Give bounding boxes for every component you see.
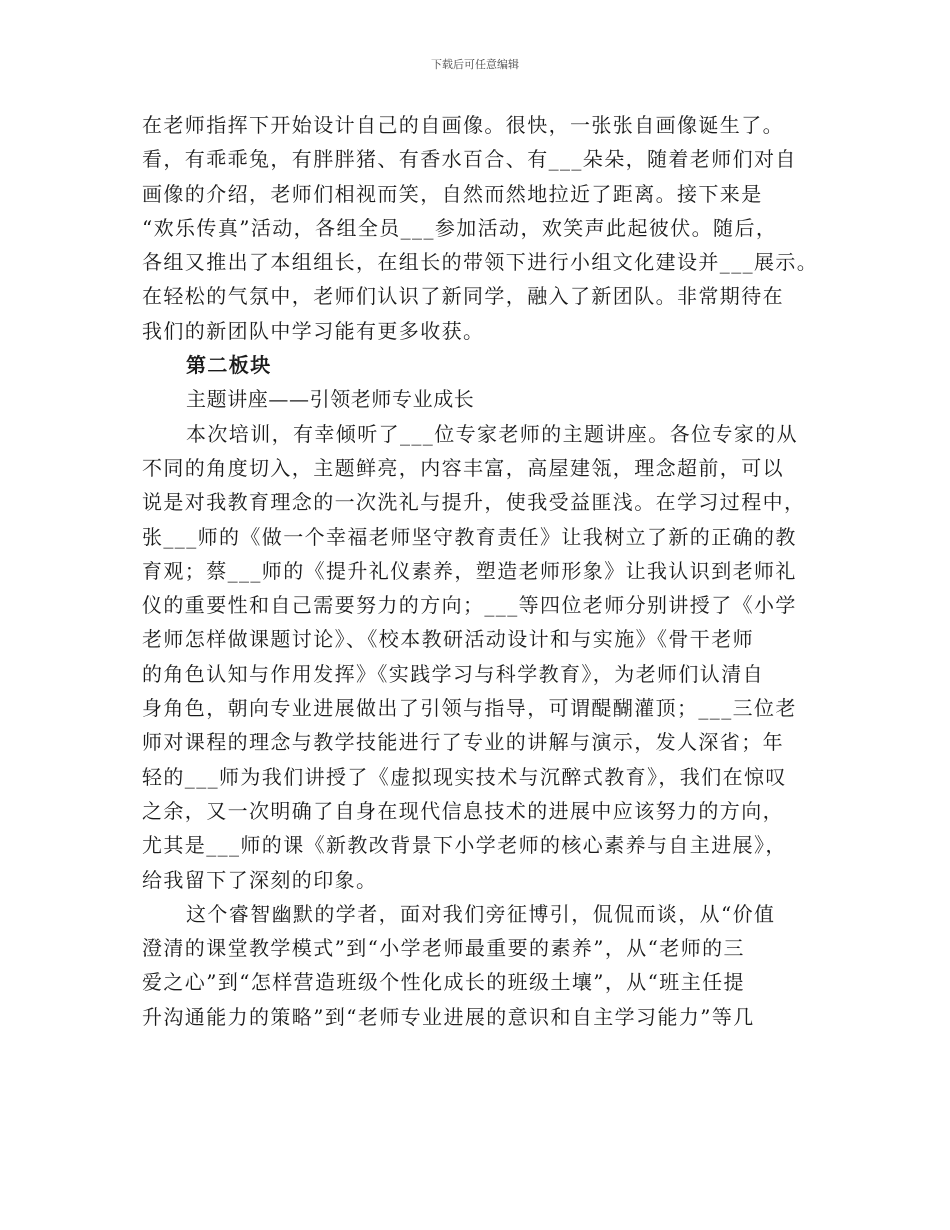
text-line: 不同的角度切入，主题鲜亮，内容丰富，高屋建瓴，理念超前，可以	[142, 455, 784, 480]
section-heading: 第二板块	[186, 353, 272, 378]
text-line: 升沟通能力的策略”到“老师专业进展的意识和自主学习能力”等几	[142, 1004, 755, 1029]
text-line: 轻的___师为我们讲授了《虚拟现实技术与沉醉式教育》，我们在惊叹	[142, 764, 787, 789]
page-header: 下载后可任意编辑	[431, 58, 519, 71]
text-line: 的角色认知与作用发挥》《实践学习与科学教育》，为老师们认清自	[142, 661, 764, 686]
text-line: 尤其是___师的课《新教改背景下小学老师的核心素养与自主进展》，	[142, 833, 787, 858]
text-line: 说是对我教育理念的一次洗礼与提升，使我受益匪浅。在学习过程中，	[142, 490, 806, 515]
paragraph-start-line: 本次培训，有幸倾听了___位专家老师的主题讲座。各位专家的从	[186, 421, 798, 446]
text-line: 看，有乖乖兔，有胖胖猪、有香水百合、有___朵朵，随着老师们对自	[142, 147, 797, 172]
text-line: 爱之心”到“怎样营造班级个性化成长的班级土壤”，从“班主任提	[142, 970, 745, 995]
text-line: 给我留下了深刻的印象。	[142, 867, 378, 892]
text-line: 我们的新团队中学习能有更多收获。	[142, 318, 485, 343]
text-line: 画像的介绍，老师们相视而笑，自然而然地拉近了距离。接下来是	[142, 181, 763, 206]
text-line: “欢乐传真”活动，各组全员___参加活动，欢笑声此起彼伏。随后，	[142, 215, 778, 240]
section-subheading: 主题讲座——引领老师专业成长	[186, 387, 475, 412]
text-line: 仪的重要性和自己需要努力的方向；___等四位老师分别讲授了《小学	[142, 593, 797, 618]
text-line: 之余，又一次明确了自身在现代信息技术的进展中应该努力的方向，	[142, 798, 784, 823]
text-line: 张___师的《做一个幸福老师坚守教育责任》让我树立了新的正确的教	[142, 524, 797, 549]
text-line: 澄清的课堂教学模式”到“小学老师最重要的素养”，从“老师的三	[142, 936, 745, 961]
text-line: 老师怎样做课题讨论》、《校本教研活动设计和与实施》《骨干老师	[142, 627, 754, 652]
paragraph-start-line: 这个睿智幽默的学者，面对我们旁征博引，侃侃而谈，从“价值	[186, 901, 776, 926]
text-line: 师对课程的理念与教学技能进行了专业的讲解与演示，发人深省；年	[142, 730, 784, 755]
text-line: 各组又推出了本组组长，在组长的带领下进行小组文化建设并___展示。	[142, 250, 819, 275]
text-line: 育观；蔡___师的《提升礼仪素养，塑造老师形象》让我认识到老师礼	[142, 558, 797, 583]
text-line: 在老师指挥下开始设计自己的自画像。很快，一张张自画像诞生了。	[142, 113, 784, 137]
text-line: 在轻松的气氛中，老师们认识了新同学，融入了新团队。非常期待在	[142, 284, 784, 309]
document-body	[142, 108, 819, 1034]
text-line: 身角色，朝向专业进展做出了引领与指导，可谓醍醐灌顶；___三位老	[142, 696, 797, 721]
